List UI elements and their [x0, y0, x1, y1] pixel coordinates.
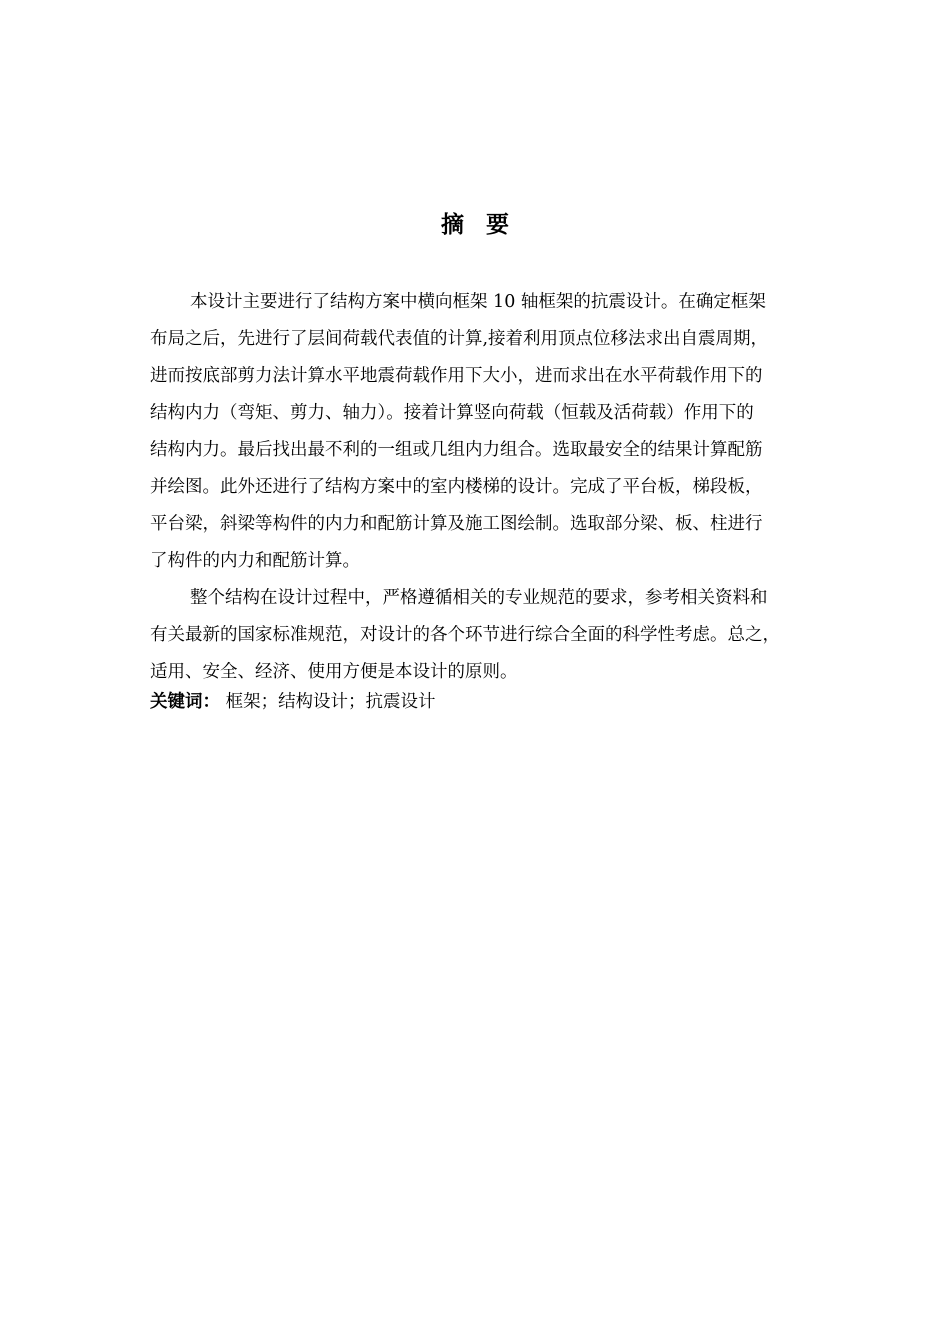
keywords-label: 关键词：	[150, 692, 220, 712]
paragraph1-line-3: 进而按底部剪力法计算水平地震荷载作用下大小，进而求出在水平荷载作用下的	[150, 366, 763, 386]
keywords-line	[150, 687, 840, 717]
abstract-body	[150, 284, 840, 717]
paragraph1-line-5: 结构内力。最后找出最不利的一组或几组内力组合。选取最安全的结果计算配筋	[150, 440, 763, 460]
title-char-2: 要	[486, 212, 509, 238]
paragraph2-line-2: 有关最新的国家标准规范，对设计的各个环节进行综合全面的科学性考虑。总之，	[150, 625, 780, 645]
paragraph1-line-1: 本设计主要进行了结构方案中横向框架 10 轴框架的抗震设计。在确定框架	[190, 292, 766, 312]
paragraph1-line-2: 布局之后，先进行了层间荷载代表值的计算,接着利用顶点位移法求出自震周期，	[150, 329, 769, 349]
paragraph1-line-7: 平台梁，斜梁等构件的内力和配筋计算及施工图绘制。选取部分梁、板、柱进行	[150, 514, 763, 534]
paragraph2-line-3: 适用、安全、经济、使用方便是本设计的原则。	[150, 662, 518, 682]
paragraph1-line-6: 并绘图。此外还进行了结构方案中的室内楼梯的设计。完成了平台板，梯段板，	[150, 477, 763, 497]
paragraph1-line-4: 结构内力（弯矩、剪力、轴力）。接着计算竖向荷载（恒载及活荷载）作用下的	[150, 403, 754, 423]
keywords-value: 框架；结构设计；抗震设计	[220, 692, 436, 712]
paragraph2-line-1: 整个结构在设计过程中，严格遵循相关的专业规范的要求，参考相关资料和	[190, 588, 768, 608]
paragraph1-line-8: 了构件的内力和配筋计算。	[150, 551, 360, 571]
page-title	[0, 206, 950, 239]
title-char-1: 摘	[441, 212, 464, 238]
